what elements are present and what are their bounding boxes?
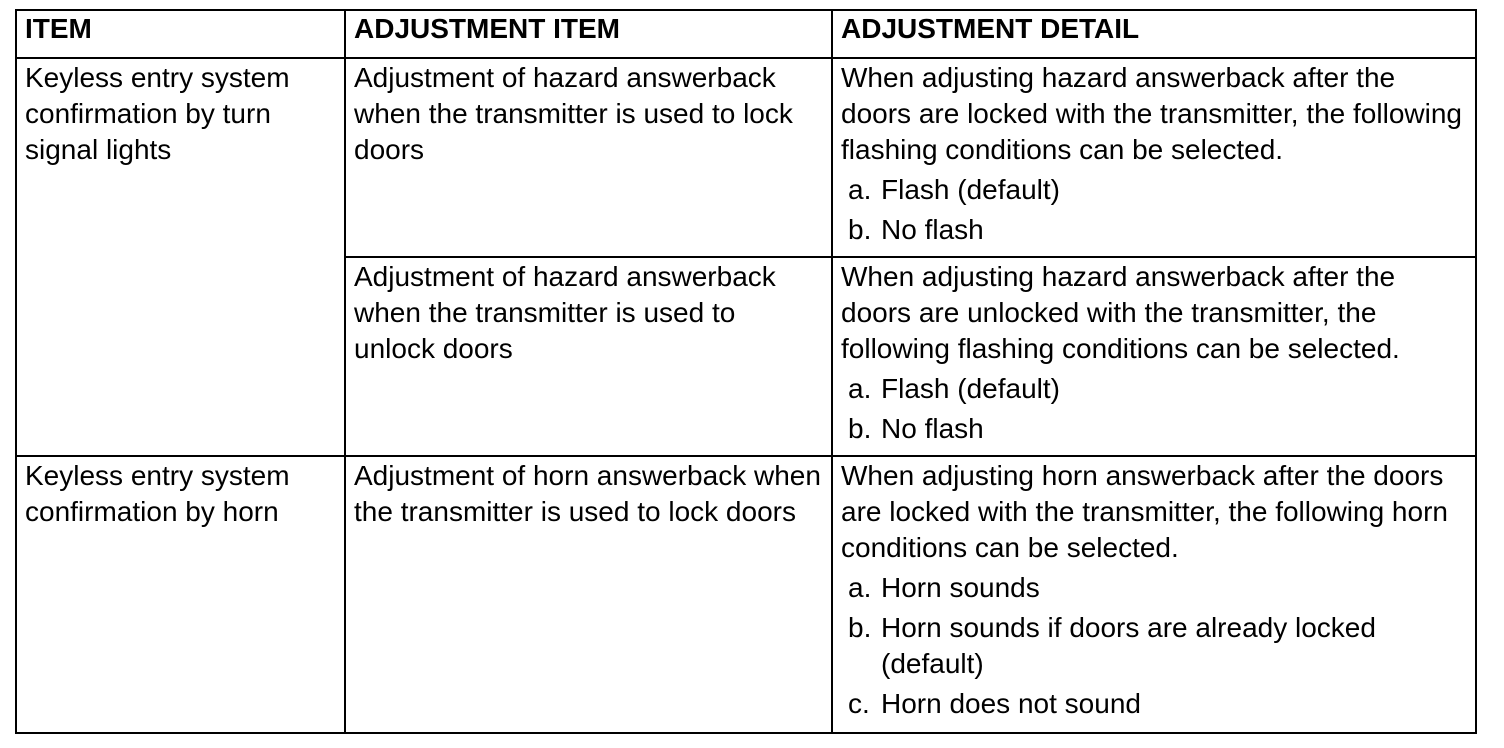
option-marker: a. <box>848 373 872 404</box>
header-adjustment-item: ADJUSTMENT ITEM <box>345 10 832 58</box>
option-text: Flash (default) <box>881 174 1060 205</box>
table-row <box>16 456 1476 733</box>
option-marker: b. <box>848 612 872 643</box>
detail-text: When adjusting horn answerback after the doors are locked with the transmitter, the following horn conditions can be selected. <box>841 460 1448 563</box>
adjustment-detail-cell <box>832 58 1476 257</box>
option-marker: b. <box>848 214 872 245</box>
option-list <box>841 371 1467 447</box>
option-text: Horn sounds if doors are already locked (default) <box>881 612 1376 679</box>
detail-text: When adjusting hazard answerback after the doors are locked with the transmitter, the following flashing conditions can be selected. <box>841 62 1462 165</box>
option-marker: a. <box>848 174 872 205</box>
option-item <box>841 371 1467 407</box>
option-item <box>841 570 1467 606</box>
header-adjustment-detail: ADJUSTMENT DETAIL <box>832 10 1476 58</box>
header-item: ITEM <box>16 10 345 58</box>
adjustment-detail-cell <box>832 456 1476 733</box>
option-text: No flash <box>881 413 984 444</box>
option-text: Flash (default) <box>881 373 1060 404</box>
option-list <box>841 570 1467 722</box>
option-item <box>841 212 1467 248</box>
table-header-row <box>16 10 1476 58</box>
option-marker: c. <box>848 688 870 719</box>
option-item <box>841 686 1467 722</box>
option-text: Horn sounds <box>881 572 1040 603</box>
table-row <box>16 58 1476 257</box>
adjustment-item-cell: Adjustment of hazard answerback when the transmitter is used to lock doors <box>345 58 832 257</box>
item-cell: Keyless entry system confirmation by horn <box>16 456 345 733</box>
option-item <box>841 610 1467 682</box>
option-text: No flash <box>881 214 984 245</box>
option-text: Horn does not sound <box>881 688 1141 719</box>
adjustment-item-cell: Adjustment of hazard answerback when the transmitter is used to unlock doors <box>345 257 832 456</box>
option-item <box>841 411 1467 447</box>
option-item <box>841 172 1467 208</box>
option-marker: a. <box>848 572 872 603</box>
option-marker: b. <box>848 413 872 444</box>
detail-text: When adjusting hazard answerback after the doors are unlocked with the transmitter, the following flashing conditions can be selected. <box>841 261 1400 364</box>
item-cell: Keyless entry system confirmation by turn signal lights <box>16 58 345 456</box>
adjustment-item-cell: Adjustment of horn answerback when the transmitter is used to lock doors <box>345 456 832 733</box>
adjustment-table <box>15 9 1477 734</box>
option-list <box>841 172 1467 248</box>
adjustment-detail-cell <box>832 257 1476 456</box>
